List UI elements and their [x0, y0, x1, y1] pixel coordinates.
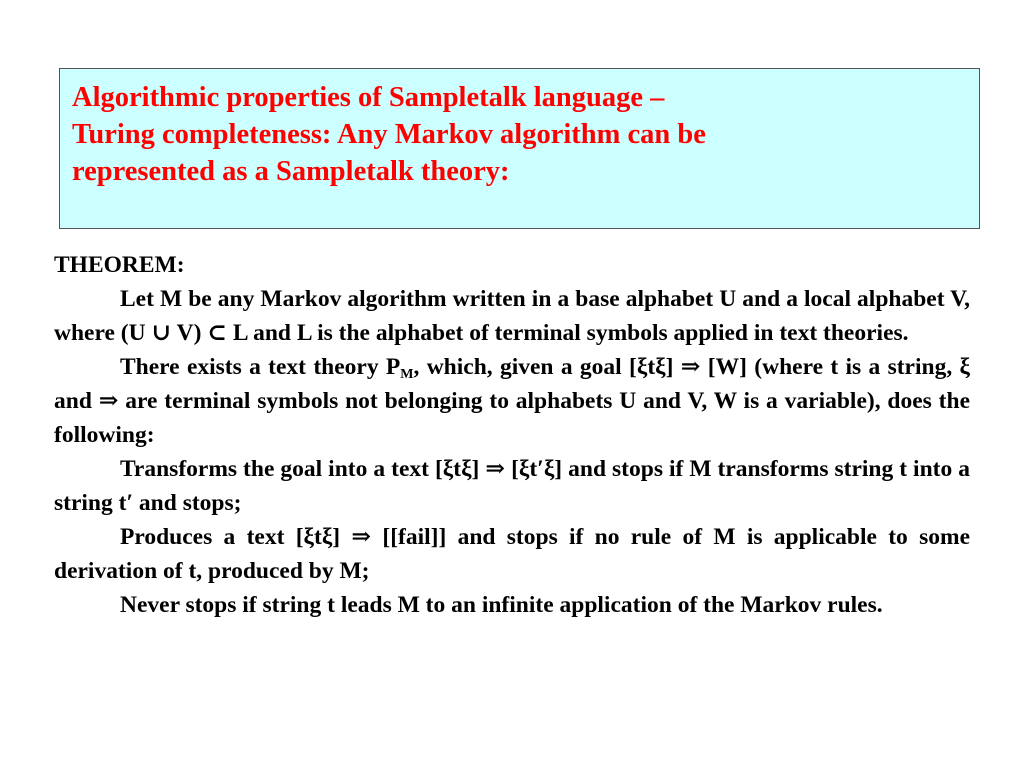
- theorem-paragraph-4: Produces a text [ξtξ] ⇒ [[fail]] and stops if no rule of M is applicable to some derivation of t, produced by M;: [54, 524, 970, 584]
- theorem-body: [54, 248, 970, 622]
- title-box: [59, 68, 980, 229]
- theorem-paragraph-1: Let M be any Markov algorithm written in a base alphabet U and a local alphabet V, where (U ∪ V) ⊂ L and L is the alphabet of terminal symbols applied in text theories.: [54, 286, 970, 346]
- title-line-1: Algorithmic properties of Sampletalk language –: [72, 82, 665, 113]
- theorem-paragraph-2: [54, 350, 970, 452]
- title-line-3: represented as a Sampletalk theory:: [72, 156, 510, 187]
- subscript-m: M: [400, 367, 414, 382]
- theorem-heading: THEOREM:: [54, 252, 185, 278]
- paragraph-2-text-end: , which, given a goal [ξtξ] ⇒ [W] (where t is a string, ξ and ⇒ are terminal symbols not belonging to alphabets U and V, W is a variable), does the following:: [54, 354, 970, 448]
- theorem-paragraph-3: Transforms the goal into a text [ξtξ] ⇒ [ξt′ξ] and stops if M transforms string t into a string t′ and stops;: [54, 456, 970, 516]
- paragraph-2-text-start: There exists a text theory P: [120, 354, 401, 380]
- theorem-paragraph-5: Never stops if string t leads M to an infinite application of the Markov rules.: [120, 592, 883, 618]
- title-line-2: Turing completeness: Any Markov algorithm can be: [72, 119, 706, 150]
